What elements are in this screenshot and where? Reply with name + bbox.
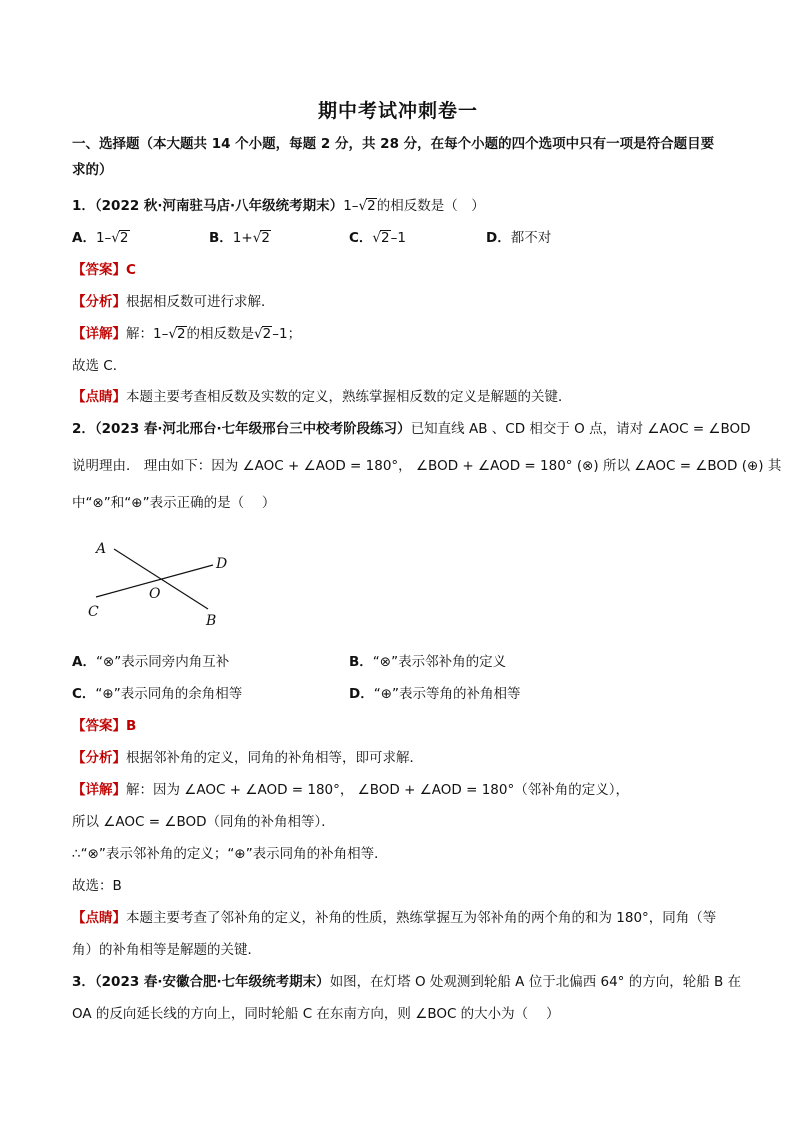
section-heading-line-1: 一、选择题（本大题共 14 个小题，每题 2 分，共 28 分，在每个小题的四个选项中只有一项是符合题目要 (72, 136, 715, 152)
q1-detail: 【详解】解：1–√2的相反数是√2–1； (72, 326, 302, 342)
label-d: D (216, 556, 228, 572)
sqrt-symbol: √ (358, 198, 368, 214)
q1-option-b[interactable]: B．1+√2 (209, 230, 270, 246)
q2-choice: 故选：B (72, 878, 122, 894)
q1-answer: 【答案】C (72, 262, 136, 278)
question-source: （2022 秋·河南驻马店·八年级统考期末） (94, 198, 344, 214)
q2-option-c[interactable]: C．“⊕”表示同角的余角相等 (72, 686, 243, 702)
question-1-stem: 1．（2022 秋·河南驻马店·八年级统考期末）1–√2的相反数是（ ） (72, 198, 485, 214)
q1-option-a[interactable]: A．1–√2 (72, 230, 129, 246)
q2-comment-line-2: 角）的补角相等是解题的关键． (72, 942, 261, 958)
section-heading-line-2: 求的） (72, 162, 113, 178)
question-2-stem-line-1: 2．（2023 春·河北邢台·七年级邢台三中校考阶段练习）已知直线 AB 、CD 相交于 O 点，请对 ∠AOC = ∠BOD (72, 421, 751, 437)
label-c: C (88, 604, 99, 620)
question-2-stem-line-3: 中“⊗”和“⊕”表示正确的是（ ） (72, 495, 276, 511)
q1-option-c[interactable]: C．√2–1 (349, 230, 406, 246)
question-number: 1． (72, 198, 95, 214)
label-o: O (149, 586, 161, 602)
q2-option-d[interactable]: D．“⊕”表示等角的补角相等 (349, 686, 521, 702)
label-b: B (206, 613, 217, 629)
label-a: A (96, 541, 107, 557)
question-3-stem-line-2: OA 的反向延长线的方向上，同时轮船 C 在东南方向，则 ∠BOC 的大小为（ ） (72, 1006, 560, 1022)
q2-answer: 【答案】B (72, 718, 137, 734)
question-3-stem-line-1: 3．（2023 春·安徽合肥·七年级统考期末）如图，在灯塔 O 处观测到轮船 A 位于北偏西 64° 的方向，轮船 B 在 (72, 974, 742, 990)
q2-detail-line-2: 所以 ∠AOC = ∠BOD（同角的补角相等）． (72, 814, 335, 830)
q2-detail-line-1: 【详解】解：因为 ∠AOC + ∠AOD = 180°， ∠BOD + ∠AOD = 180°（邻补角的定义）， (72, 782, 629, 798)
q2-analysis: 【分析】根据邻补角的定义，同角的补角相等，即可求解． (72, 750, 423, 766)
q2-detail-line-3: ∴“⊗”表示邻补角的定义；“⊕”表示同角的补角相等． (72, 846, 388, 862)
q2-option-b[interactable]: B．“⊗”表示邻补角的定义 (349, 654, 507, 670)
q2-option-a[interactable]: A．“⊗”表示同旁内角互补 (72, 654, 230, 670)
q1-analysis: 【分析】根据相反数可进行求解． (72, 294, 275, 310)
q1-comment: 【点睛】本题主要考查相反数及实数的定义，熟练掌握相反数的定义是解题的关键． (72, 389, 572, 405)
intersecting-lines-figure (82, 530, 252, 630)
q1-choice: 故选 C． (72, 358, 127, 374)
q1-option-d[interactable]: D．都不对 (486, 230, 552, 246)
question-2-stem-line-2: 说明理由． 理由如下：因为 ∠AOC + ∠AOD = 180°， ∠BOD + ∠AOD = 180° (⊗) 所以 ∠AOC = ∠BOD (⊕) 其 (72, 458, 782, 474)
q2-comment-line-1: 【点睛】本题主要考查了邻补角的定义，补角的性质，熟练掌握互为邻补角的两个角的和为 180°，同角（等 (72, 910, 717, 926)
page-title: 期中考试冲刺卷一 (317, 100, 478, 122)
